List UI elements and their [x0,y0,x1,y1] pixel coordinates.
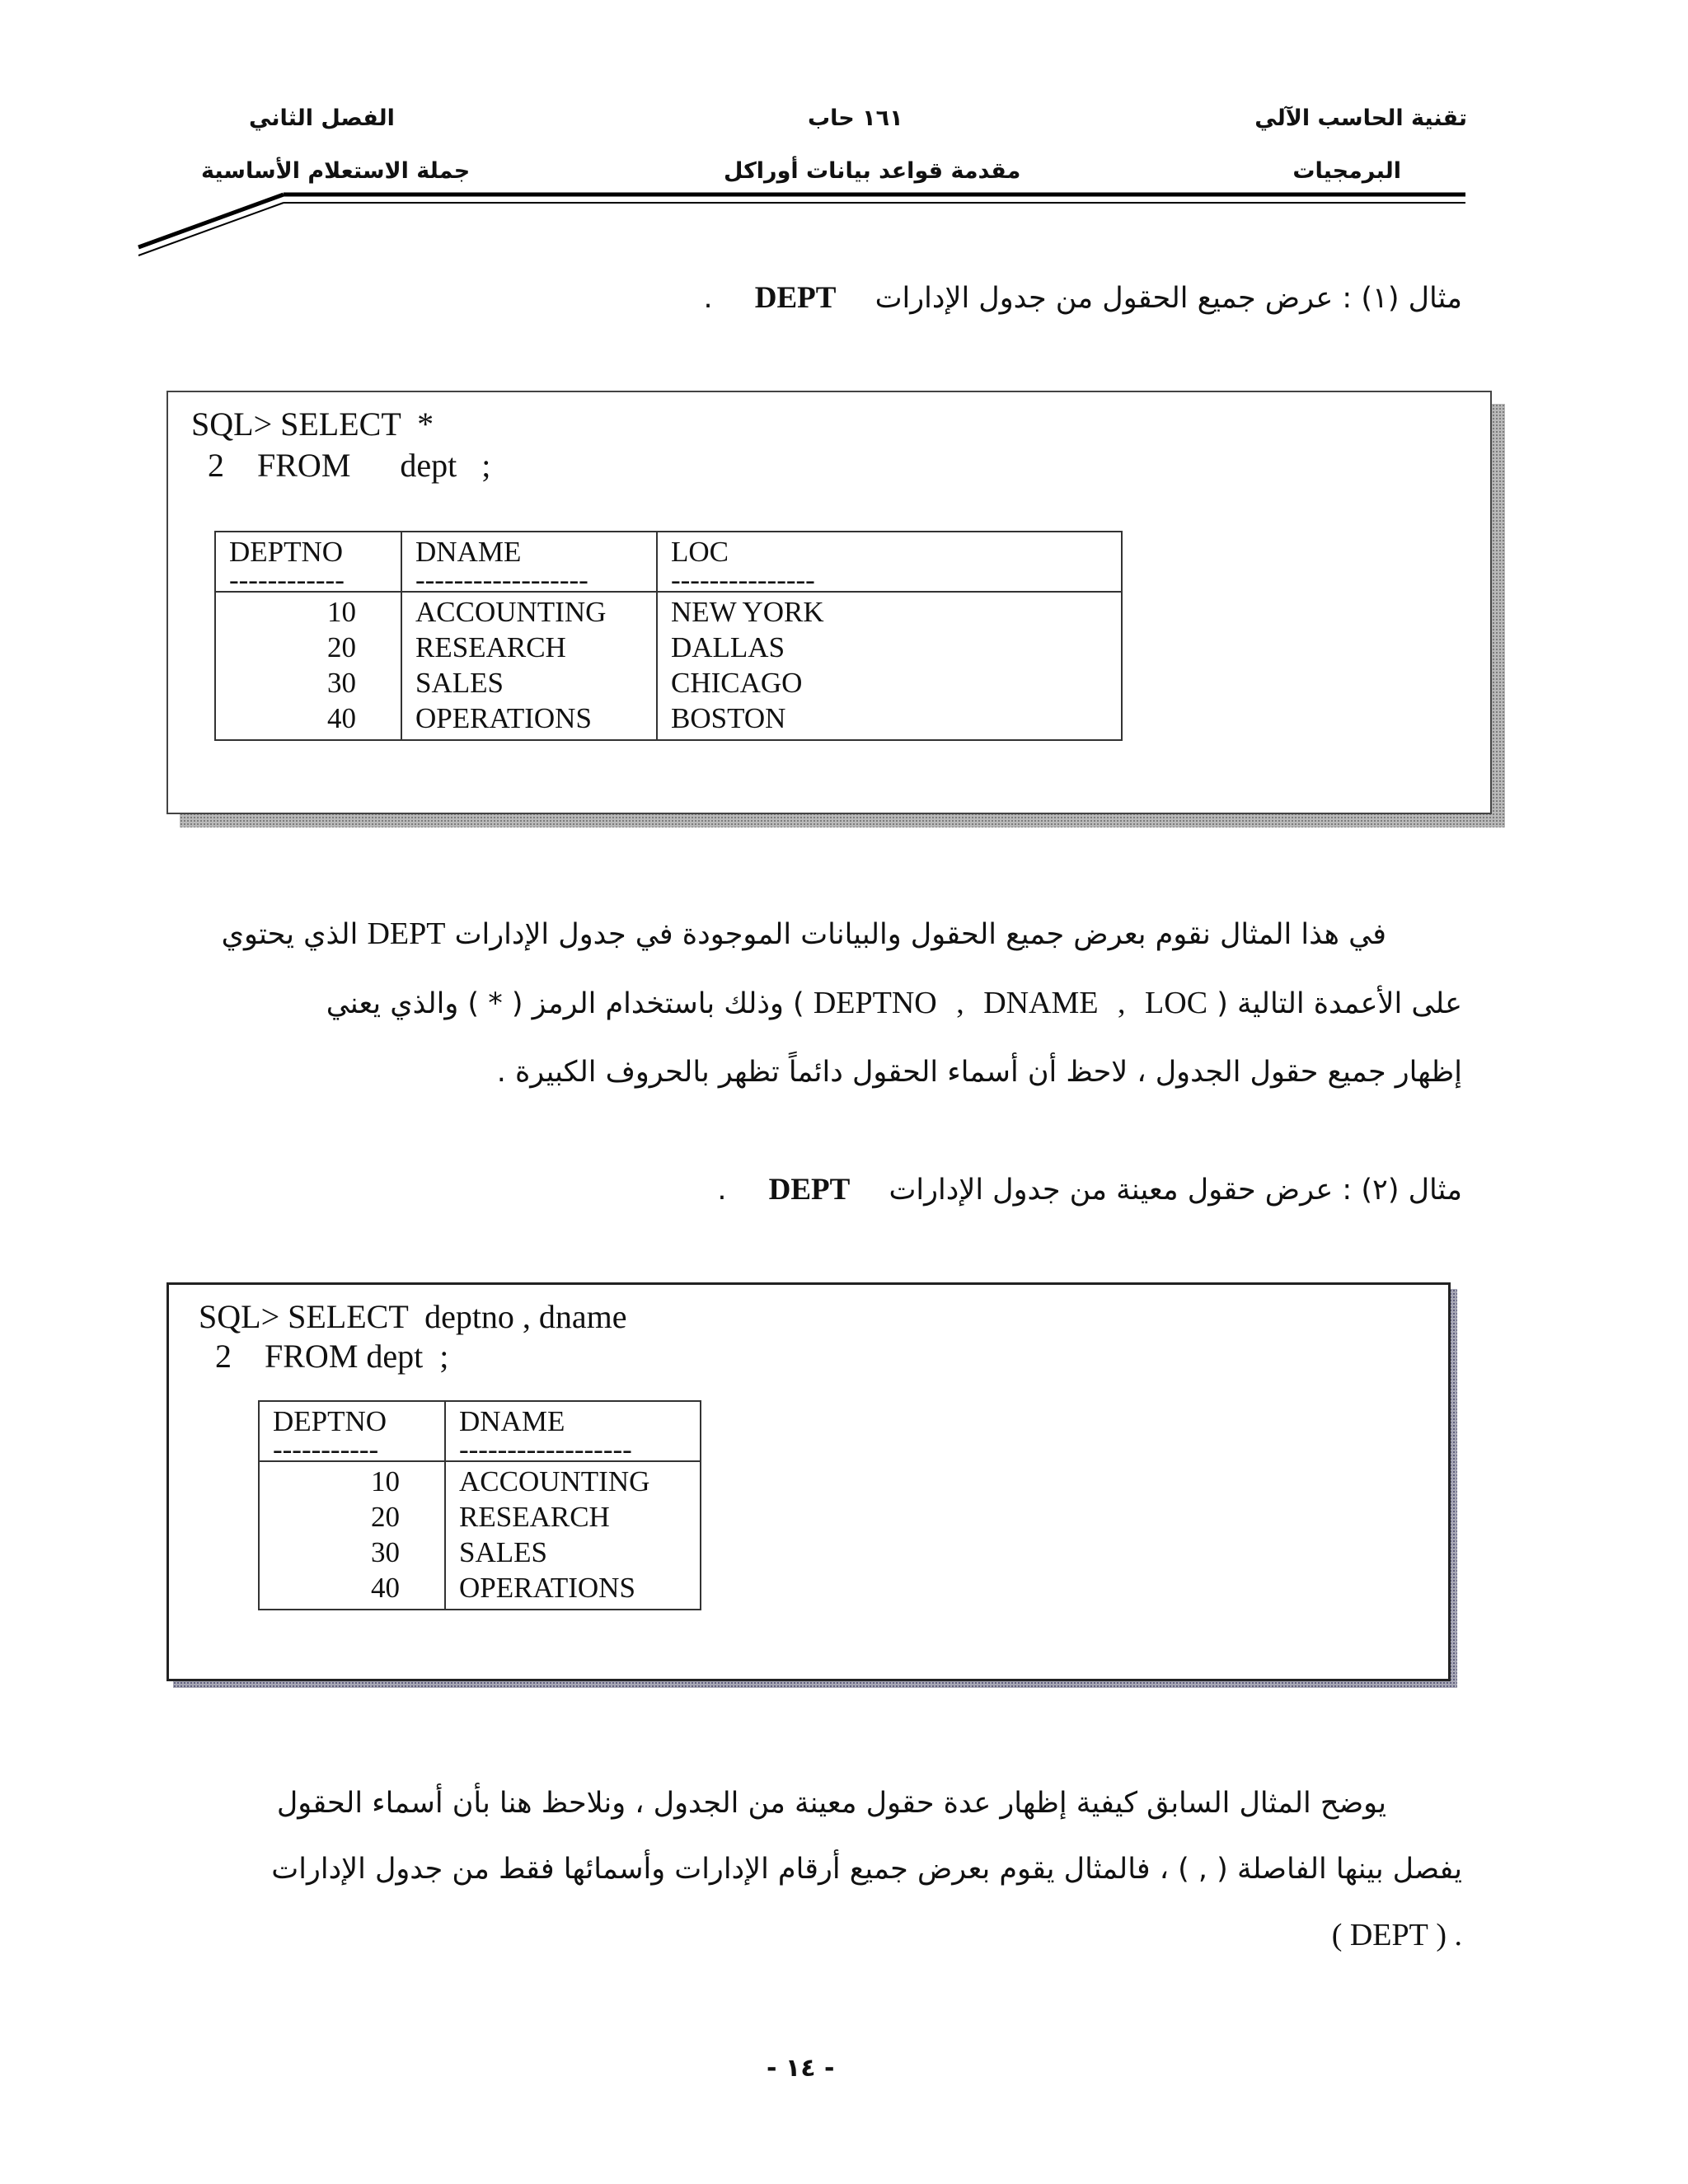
column-header: DEPTNO [273,1405,387,1437]
example1-sql-line2: 2 FROM dept ; [191,447,491,484]
paragraph-1 [143,900,1462,1107]
header-chapter: الفصل الثاني [249,105,395,131]
example1-sql-box [166,391,1492,814]
table-row: 10 ACCOUNTING NEW YORK [215,592,1122,630]
column-header: DNAME [459,1405,565,1437]
table-row: 20 RESEARCH DALLAS [215,630,1122,665]
table-header-row: DEPTNO ----------- DNAME ------------------ [259,1401,701,1461]
table-header-row: DEPTNO ------------ DNAME ------------------ LOC --------------- [215,532,1122,592]
table-row: 40 OPERATIONS [259,1570,701,1610]
example2-sql-box [166,1282,1451,1681]
example1-heading-table: DEPT [754,281,837,315]
table-row: 30 SALES [259,1535,701,1570]
example2-sql-line1: SQL> SELECT deptno , dname [199,1298,627,1335]
header-department: البرمجيات [1292,158,1401,184]
header-course-title: تقنية الحاسب الآلي [1254,105,1467,131]
example2-heading-table: DEPT [768,1173,851,1207]
paragraph-1-line-1: في هذا المثال نقوم بعرض جميع الحقول والبيانات الموجودة في جدول الإدارات DEPT الذي يحتوي [221,916,1386,951]
page-number: - ١٤ - [767,2054,835,2083]
example2-heading: مثال (٢) : عرض حقول معينة من جدول الإدارات DEPT . [717,1173,1462,1207]
table-row: 20 RESEARCH [259,1499,701,1535]
paragraph-1-line-2: على الأعمدة التالية ( DEPTNO , DNAME , LOC ) وذلك باستخدام الرمز ( * ) والذي يعني [326,986,1462,1020]
paragraph-2-line-3: . ( DEPT ) [1331,1918,1462,1952]
paragraph-2 [143,1770,1462,1968]
column-header: LOC [671,536,729,568]
example1-heading: مثال (١) : عرض جميع الحقول من جدول الإدارات DEPT . [703,281,1462,315]
column-header: DEPTNO [229,536,344,568]
table-row: 40 OPERATIONS BOSTON [215,701,1122,740]
paragraph-1-line-3: إظهار جميع حقول الجدول ، لاحظ أن أسماء الحقول دائماً تظهر بالحروف الكبيرة . [496,1056,1462,1089]
header-course-code: ١٦١ حاب [808,105,903,131]
example2-sql-line2: 2 FROM dept ; [199,1338,449,1375]
paragraph-2-line-1: يوضح المثال السابق كيفية إظهار عدة حقول معينة من الجدول ، ونلاحظ هنا بأن أسماء الحقول [276,1787,1386,1820]
column-header: DNAME [415,536,522,568]
example2-result-table [258,1400,701,1610]
header-course-name: مقدمة قواعد بيانات أوراكل [724,158,1021,184]
example1-sql-line1: SQL> SELECT * [191,405,434,443]
header-chapter-title: جملة الاستعلام الأساسية [201,158,471,184]
header-rule [0,0,1688,280]
paragraph-2-line-2: يفصل بينها الفاصلة ( , ) ، فالمثال يقوم بعرض جميع أرقام الإدارات وأسمائها فقط من جدول الإدارات [271,1853,1462,1886]
example1-result-table [214,531,1123,741]
table-row: 10 ACCOUNTING [259,1461,701,1499]
table-row: 30 SALES CHICAGO [215,665,1122,701]
